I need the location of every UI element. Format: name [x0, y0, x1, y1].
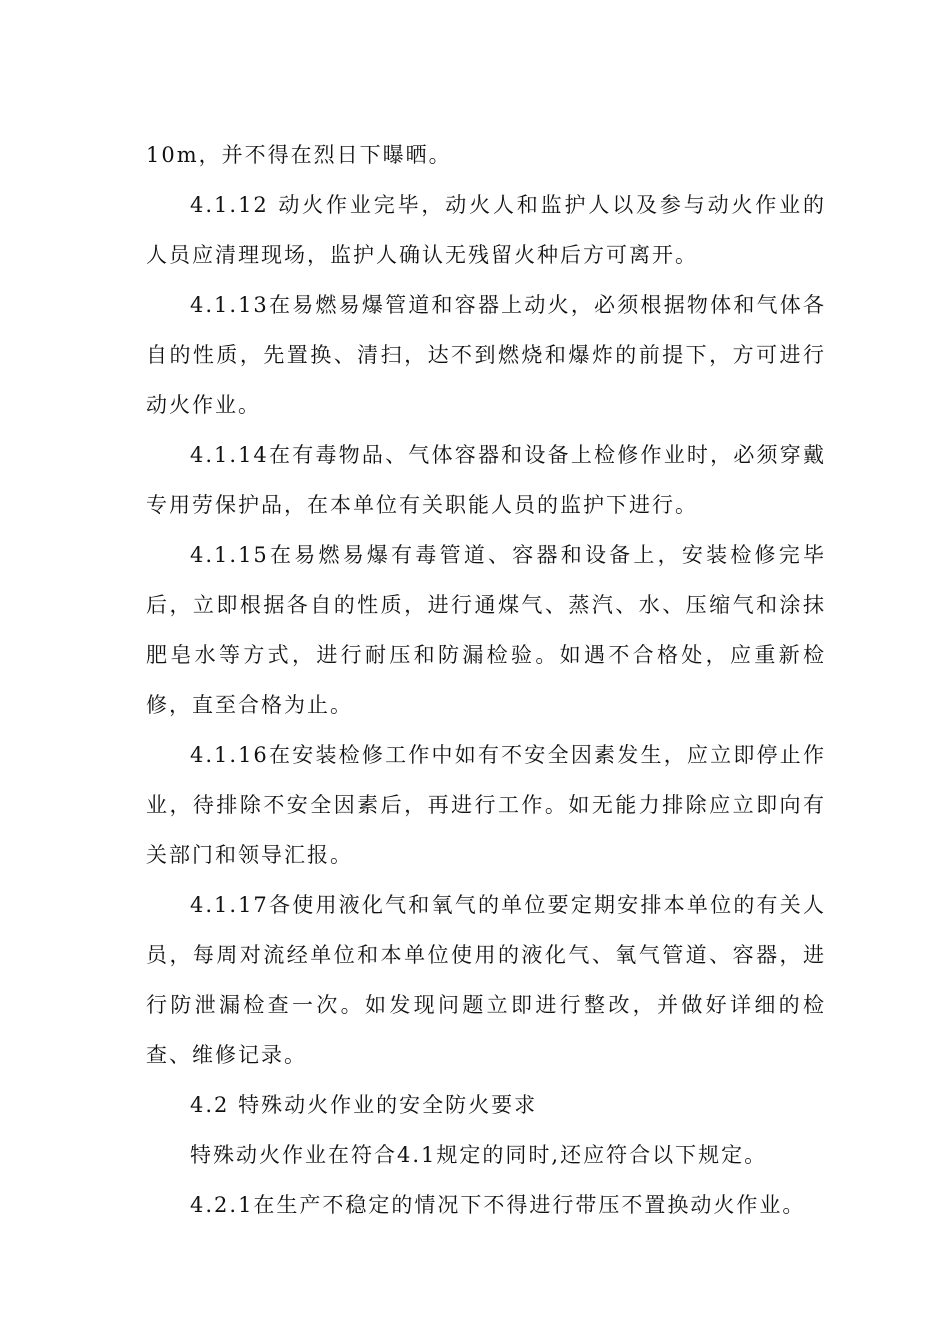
paragraph-4-1-16: 4.1.16在安装检修工作中如有不安全因素发生，应立即停止作业，待排除不安全因素后，再进行工作。如无能力排除应立即向有关部门和领导汇报。 [146, 743, 826, 867]
document-body [146, 130, 826, 1230]
paragraph-4-2-intro: 特殊动火作业在符合4.1规定的同时,还应符合以下规定。 [190, 1143, 768, 1167]
paragraph-4-1-12: 4.1.12 动火作业完毕，动火人和监护人以及参与动火作业的人员应清理现场，监护人确认无残留火种后方可离开。 [146, 193, 826, 267]
paragraph-continuation: 10m，并不得在烈日下曝晒。 [146, 143, 452, 167]
paragraph-4-1-14: 4.1.14在有毒物品、气体容器和设备上检修作业时，必须穿戴专用劳保护品，在本单位有关职能人员的监护下进行。 [146, 443, 826, 517]
paragraph-4-1-15: 4.1.15在易燃易爆有毒管道、容器和设备上，安装检修完毕后，立即根据各自的性质，进行通煤气、蒸汽、水、压缩气和涂抹肥皂水等方式，进行耐压和防漏检验。如遇不合格处，应重新检修，直至合格为止。 [146, 543, 826, 717]
paragraph-4-2-1: 4.2.1在生产不稳定的情况下不得进行带压不置换动火作业。 [190, 1193, 806, 1217]
section-heading-4-2: 4.2 特殊动火作业的安全防火要求 [190, 1093, 538, 1117]
paragraph-4-1-13: 4.1.13在易燃易爆管道和容器上动火，必须根据物体和气体各自的性质，先置换、清扫，达不到燃烧和爆炸的前提下，方可进行动火作业。 [146, 293, 826, 417]
paragraph-4-1-17: 4.1.17各使用液化气和氧气的单位要定期安排本单位的有关人员，每周对流经单位和本单位使用的液化气、氧气管道、容器，进行防泄漏检查一次。如发现问题立即进行整改，并做好详细的检查、维修记录。 [146, 893, 826, 1067]
